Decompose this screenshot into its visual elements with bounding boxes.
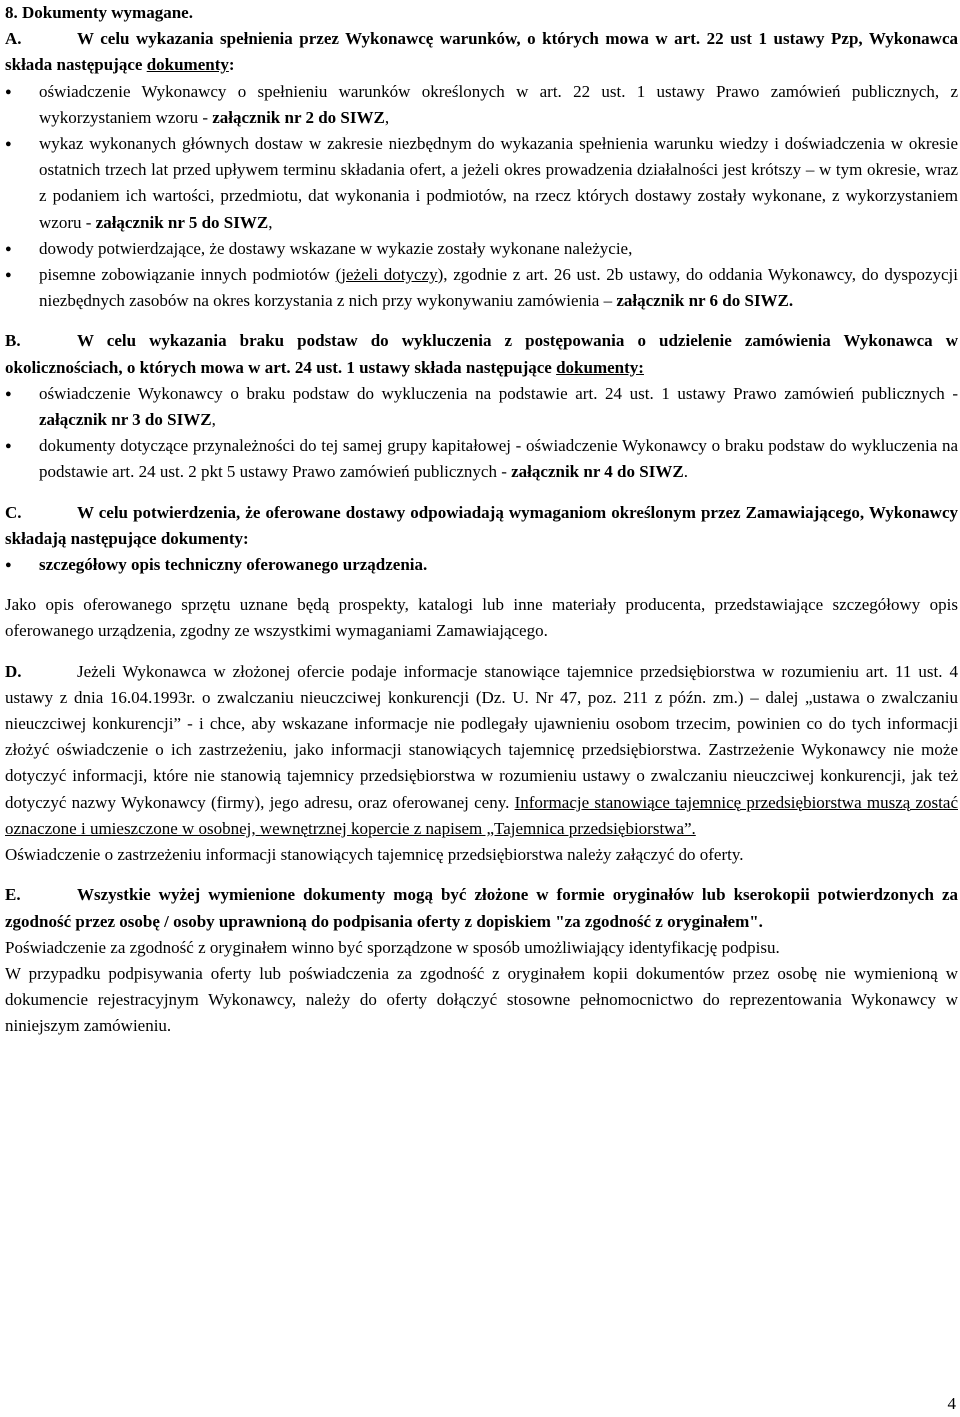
section-a-list <box>5 79 958 315</box>
section-e-paragraph-2: W przypadku podpisywania oferty lub poświadczenia za zgodność z oryginałem kopii dokumentów przez osobę nie wymienioną w dokumencie rejestracyjnym Wykonawcy, należy do oferty dołączyć stosowne pełnomocnictwo do reprezentowania Wykonawcy w niniejszym zamówieniu. <box>5 963 958 1036</box>
list-item-bold: załącznik nr 6 do SIWZ. <box>616 291 794 311</box>
section-d-underlined: Informacje stanowiące tajemnicę przedsiębiorstwa muszą zostać oznaczone i umieszczone w osobnej, wewnętrznej kopercie z napisem „Tajemnica przedsiębiorstwa”. <box>5 792 958 838</box>
section-e-heading-text: Wszystkie wyżej wymienione dokumenty mogą być złożone w formie oryginałów lub kserokopii potwierdzonych za zgodność przez osobę / osoby uprawnioną do podpisania oferty z dopiskiem "za zgodność z oryginałem". <box>5 885 958 931</box>
list-item-text: dokumenty dotyczące przynależności do tej samej grupy kapitałowej - oświadczenie Wykonawcy o braku podstaw do wykluczenia na podstawie art. 24 ust. 2 pkt 5 ustawy Prawo zamówień publicznych - <box>39 436 958 482</box>
list-item-text: pisemne zobowiązanie innych podmiotów <box>39 265 336 285</box>
list-item: ● szczegółowy opis techniczny oferowanego urządzenia. <box>5 552 958 578</box>
section-c-paragraph: Jako opis oferowanego sprzętu uznane będą prospekty, katalogi lub inne materiały producenta, przedstawiające szczegółowy opis oferowanego urządzenia, zgodny ze wszystkimi wymaganiami Zamawiającego. <box>5 595 958 641</box>
list-item-bold: załącznik nr 2 do SIWZ <box>212 107 385 127</box>
section-a-heading-colon: : <box>228 55 235 75</box>
list-item-text: oświadczenie Wykonawcy o spełnieniu warunków określonych w art. 22 ust. 1 ustawy Prawo zamówień publicznych, z wykorzystaniem wzoru - <box>39 81 958 127</box>
section-a-heading-text: W celu wykazania spełnienia przez Wykonawcę warunków, o których mowa w art. 22 ust 1 ustawy Pzp, Wykonawca składa następujące <box>5 29 958 75</box>
list-item-underlined: (jeżeli dotyczy), <box>335 265 448 285</box>
section-d-paragraph-2: Oświadczenie o zastrzeżeniu informacji stanowiących tajemnicę przedsiębiorstwa należy załączyć do oferty. <box>5 845 744 865</box>
section-d-paragraph <box>5 659 958 842</box>
document-page <box>5 0 958 1040</box>
list-item-text: wykaz wykonanych głównych dostaw w zakresie niezbędnym do wykazania spełnienia warunku wiedzy i doświadczenia w okresie ostatnich trzech lat przed upływem terminu składania ofert, a jeżeli okres prowadzenia działalności jest krótszy – w tym okresie, wraz z podaniem ich wartości, przedmiotu, dat wykonania i podmiotów, na rzecz których dostawy zostały wykonane, z wykorzystaniem wzoru - <box>39 134 958 232</box>
section-a-heading <box>5 26 958 78</box>
section-a-label: A. <box>5 29 22 49</box>
section-d-label: D. <box>5 661 22 681</box>
list-item-tail: . <box>683 462 688 482</box>
section-b-heading <box>5 328 958 380</box>
section-e-label: E. <box>5 885 21 905</box>
list-item <box>5 236 958 262</box>
page-number: 4 <box>947 1394 956 1413</box>
list-item <box>5 381 958 433</box>
section-b-heading-underlined: dokumenty: <box>556 357 644 377</box>
section-c-label: C. <box>5 502 22 522</box>
section-c-heading <box>5 500 958 552</box>
section-a-heading-underlined: dokumenty <box>146 55 229 75</box>
list-item <box>5 131 958 236</box>
list-item-tail: , <box>268 212 273 232</box>
list-item-tail: , <box>211 410 216 430</box>
section-c-heading-text: W celu potwierdzenia, że oferowane dostawy odpowiadają wymaganiom określonym przez Zamawiającego, Wykonawcy składają następujące dokumenty: <box>5 502 958 548</box>
section-c-list <box>5 552 958 578</box>
list-item-text: oświadczenie Wykonawcy o braku podstaw do wykluczenia na podstawie art. 24 ust. 1 ustawy Prawo zamówień publicznych - <box>39 383 958 403</box>
section-e-paragraph-1: Poświadczenie za zgodność z oryginałem winno być sporządzone w sposób umożliwiający identyfikację podpisu. <box>5 937 780 957</box>
list-item <box>5 79 958 131</box>
list-item-bold: załącznik nr 4 do SIWZ <box>511 462 684 482</box>
section-d-text: Jeżeli Wykonawca w złożonej ofercie podaje informacje stanowiące tajemnice przedsiębiorstwa w rozumieniu art. 11 ust. 4 ustawy z dnia 16.04.1993r. o zwalczaniu nieuczciwej konkurencji (Dz. U. Nr 47, poz. 211 z późn. zm.) – dalej „ustawa o zwalczaniu nieuczciwej konkurencji” - i chce, aby wskazane informacje nie podlegały ujawnieniu osobom trzecim, powinien co do tych informacji złożyć oświadczenie o ich zastrzeżeniu, jako informacji stanowiących tajemnicę przedsiębiorstwa. Zastrzeżenie Wykonawcy nie może dotyczyć informacji, które nie stanowią tajemnicy przedsiębiorstwa w rozumieniu ustawy o zwalczaniu nieuczciwej konkurencji, jak też dotyczyć nazwy Wykonawcy (firmy), jego adresu, oraz oferowanej ceny. <box>5 661 958 812</box>
section-b-heading-text: W celu wykazania braku podstaw do wykluczenia z postępowania o udzielenie zamówienia Wykonawca w okolicznościach, o których mowa w art. 24 ust. 1 ustawy składa następujące <box>5 331 958 377</box>
section-title: 8. Dokumenty wymagane. <box>5 3 193 22</box>
list-item-bold: załącznik nr 3 do SIWZ <box>39 410 212 430</box>
section-b-label: B. <box>5 331 21 351</box>
list-item-text-continued: zgodnie z art. 26 ust. 2b ustawy, do oddania Wykonawcy, do dyspozycji niezbędnych zasobów na okres korzystania z nich przy wykonywaniu zamówienia – <box>39 265 958 311</box>
section-e-heading <box>5 882 958 934</box>
list-item <box>5 433 958 485</box>
section-b-list <box>5 381 958 486</box>
list-item-tail: , <box>384 107 390 127</box>
list-item-bold: załącznik nr 5 do SIWZ <box>95 212 269 232</box>
list-item-text: dowody potwierdzające, że dostawy wskazane w wykazie zostały wykonane należycie, <box>39 238 633 258</box>
list-item <box>5 262 958 314</box>
